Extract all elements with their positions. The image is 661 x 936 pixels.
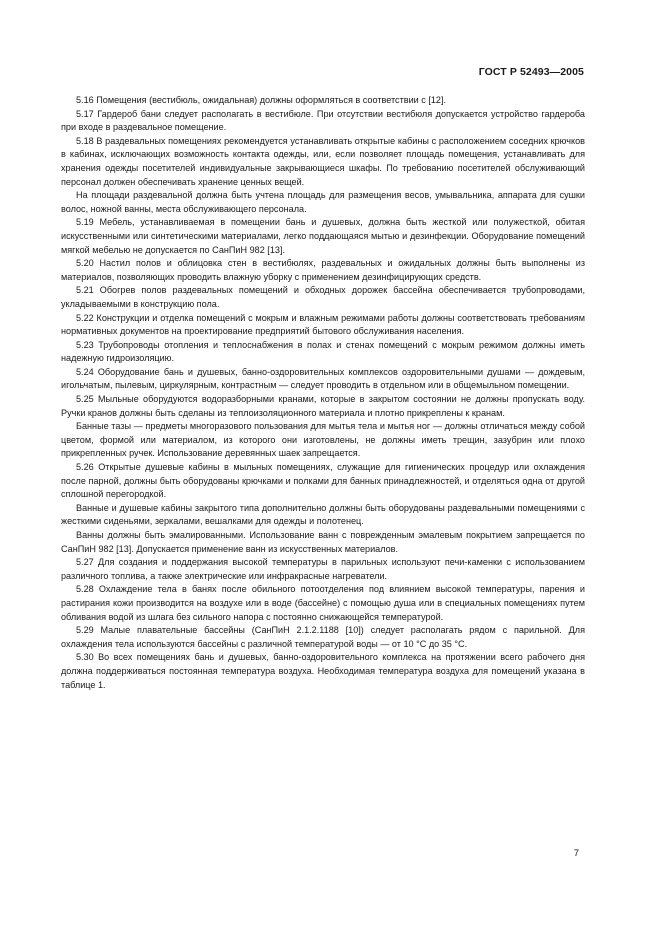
paragraph: На площади раздевальной должна быть учтена площадь для размещения весов, умывальника, аппарата для сушки волос, ножной ванны, места обслуживающего персонала.	[61, 190, 585, 214]
paragraph: 5.19 Мебель, устанавливаемая в помещении бань и душевых, должна быть жесткой или полужесткой, обитая искусственными или синтетическими материалами, легко поддающаяся мытью и дезинфекции. Оборудование помещений мягкой мебелью не допускается по СанПиН 982 [13].	[61, 217, 585, 255]
paragraph: 5.26 Открытые душевые кабины в мыльных помещениях, служащие для гигиенических процедур или охлаждения после парной, должны быть оборудованы крючками и полками для банных принадлежностей, и отделяться одна от другой сплошной перегородкой.	[61, 462, 585, 500]
paragraph: 5.25 Мыльные оборудуются водоразборными кранами, которые в закрытом состоянии не должны пропускать воду. Ручки кранов должны быть сделаны из теплоизоляционного материала и плотно прикреплены к кранам.	[61, 394, 585, 418]
paragraph: 5.23 Трубопроводы отопления и теплоснабжения в полах и стенах помещений с мокрым режимом должны иметь надежную гидроизоляцию.	[61, 339, 585, 364]
paragraph: 5.28 Охлаждение тела в банях после обильного потоотделения под влиянием высокой температуры, парения и растирания кожи производится на воздухе или в воде (бассейне) с помощью душа или в специальных помещениях путем обливания водой из шлага без сильного напора с постоянно снижающейся температурой.	[61, 584, 585, 622]
paragraph: 5.16 Помещения (вестибюль, ожидальная) должны оформляться в соответствии с [12].	[76, 95, 447, 105]
paragraph: Ванные и душевые кабины закрытого типа дополнительно должны быть оборудованы раздевальными помещениями с жесткими сиденьями, зеркалами, вешалками для одежды и полотенец.	[61, 502, 585, 527]
page-number: 7	[573, 848, 579, 859]
paragraph: 5.24 Оборудование бань и душевых, банно-оздоровительных комплексов оздоровительными душами — дождевым, игольчатым, пылевым, циркулярным, контрастным — следует проводить в отдельном или в общемыльном помещении.	[61, 366, 585, 391]
paragraph: 5.18 В раздевальных помещениях рекомендуется устанавливать открытые кабины с расположением соседних крючков в кабинах, исключающих возможность контакта одежды, или, если позволяет площадь помещения, устанавливать для хранения одежды посетителей индивидуальные закрывающиеся шкафы. По требованию посетителей обслуживающий персонал должен обеспечивать хранение ценных вещей.	[61, 135, 585, 187]
standard-header: ГОСТ Р 52493—2005	[478, 66, 584, 78]
paragraph: 5.21 Обогрев полов раздевальных помещений и обходных дорожек бассейна обеспечивается трубопроводами, укладываемыми в конструкцию пола.	[61, 285, 585, 309]
paragraph: 5.17 Гардероб бани следует располагать в вестибюле. При отсутствии вестибюля допускается устройство гардероба при входе в раздевальное помещение.	[61, 108, 585, 133]
document-body	[61, 94, 585, 692]
paragraph: Банные тазы — предметы многоразового пользования для мытья тела и мытья ног — должны отличаться между собой цветом, формой или материалом, из которого они изготовлены, не должны иметь трещин, зазубрин или плохо прикрепленных ручек. Использование деревянных шаек запрещается.	[61, 421, 585, 459]
paragraph: 5.27 Для создания и поддержания высокой температуры в парильных используют печи-каменки с использованием различного топлива, а также электрические или инфракрасные нагреватели.	[61, 557, 585, 581]
paragraph: Ванны должны быть эмалированными. Использование ванн с поврежденным эмалевым покрытием запрещается по СанПиН 982 [13]. Допускается применение ванн из искусственных материалов.	[61, 530, 585, 554]
paragraph: 5.20 Настил полов и облицовка стен в вестибюлях, раздевальных и ожидальных должны быть выполнены из материалов, позволяющих проводить влажную уборку с применением дезинфицирующих средств.	[61, 258, 585, 282]
paragraph: 5.30 Во всех помещениях бань и душевых, банно-оздоровительного комплекса на протяжении всего рабочего дня должна поддерживаться постоянная температура воздуха. Необходимая температура воздуха для помещений указана в таблице 1.	[61, 652, 585, 690]
paragraph: 5.29 Малые плавательные бассейны (СанПиН 2.1.2.1188 [10]) следует располагать рядом с парильной. Для охлаждения тела используются бассейны с различной температурой воды — от 10 °С до 35 °С.	[61, 625, 585, 649]
paragraph: 5.22 Конструкции и отделка помещений с мокрым и влажным режимами работы должны соответствовать требованиям нормативных документов на проектирование предприятий бытового обслуживания населения.	[61, 312, 585, 337]
